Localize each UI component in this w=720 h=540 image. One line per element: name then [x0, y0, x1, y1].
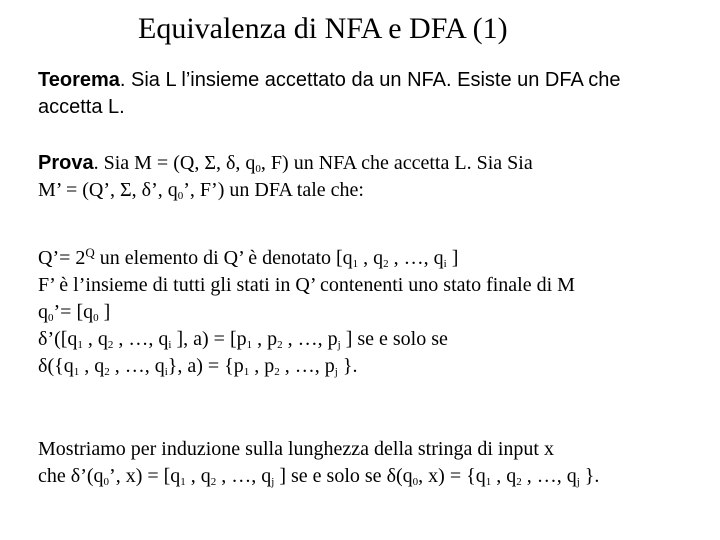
def-initial-state: $q_0’= [q_0$ ] [38, 301, 111, 324]
induction-line1: Mostriamo per induzione sulla lunghezza della stringa di input x [38, 438, 554, 460]
proof-keyword: Prova [38, 152, 94, 174]
induction-claim [38, 436, 599, 490]
proof-text: ’, F’) un DFA tale che: [183, 179, 364, 201]
sigma-symbol: Σ [204, 152, 216, 174]
def-final-states: F’ è l’insieme di tutti gli stati in Q’ contenenti uno stato finale di M [38, 274, 575, 296]
slide-title: Equivalenza di NFA e DFA (1) [138, 12, 508, 45]
dfa-definitions [38, 245, 575, 380]
proof-text: , q [235, 152, 256, 174]
def-states: Q’= $2^Q$ un elemento di Q’ è denotato [$q_1$ , $q_2$ , …, $q_i$ ] [38, 245, 459, 270]
superscript: Q [85, 245, 95, 260]
theorem-text-line2: accetta L. [38, 96, 125, 118]
delta-symbol: δ [38, 328, 48, 350]
induction-line2: che $\delta’(q_0$’, $x) = [q_1$ , $q_2$ , …, $q_j$ ] se e solo se $\delta(q_0$, $x) = \{q_1$ , $q_2$ , …, $q_j$ }. [38, 465, 600, 488]
proof-text: ’, q [151, 179, 178, 201]
def-transition-dfa: $\delta’([q_1$ , $q_2$ , …, $q_i$ ], $a) = [p_1$ , $p_2$ , …, $p_j$ ] se e solo se [38, 328, 448, 351]
sigma-symbol: Σ [120, 179, 132, 201]
proof-setup [38, 150, 533, 204]
proof-text: , [215, 152, 226, 174]
def-transition-nfa: $\delta(\{q_1$ , $q_2$ , …, $q_i$}, $a) = \{p_1$ , $p_2$ , …, $p_j$ }. [38, 355, 358, 378]
subscript: 0 [255, 163, 261, 175]
proof-text: , [131, 179, 142, 201]
delta-symbol: δ [70, 465, 81, 487]
delta-symbol: δ [141, 179, 152, 201]
proof-text: , F) un NFA che accetta L. Sia Sia [260, 152, 533, 174]
delta-symbol: δ [225, 152, 236, 174]
delta-symbol: δ [38, 355, 48, 377]
theorem-statement [38, 67, 621, 121]
proof-text: . Sia M = (Q, [93, 152, 205, 174]
subscript: 0 [177, 190, 184, 202]
proof-text: M’ = (Q’, [38, 179, 121, 201]
theorem-text-line1: . Sia L l’insieme accettato da un NFA. Esiste un DFA che [119, 69, 621, 91]
delta-symbol: δ [386, 465, 396, 487]
theorem-keyword: Teorema [38, 69, 120, 91]
